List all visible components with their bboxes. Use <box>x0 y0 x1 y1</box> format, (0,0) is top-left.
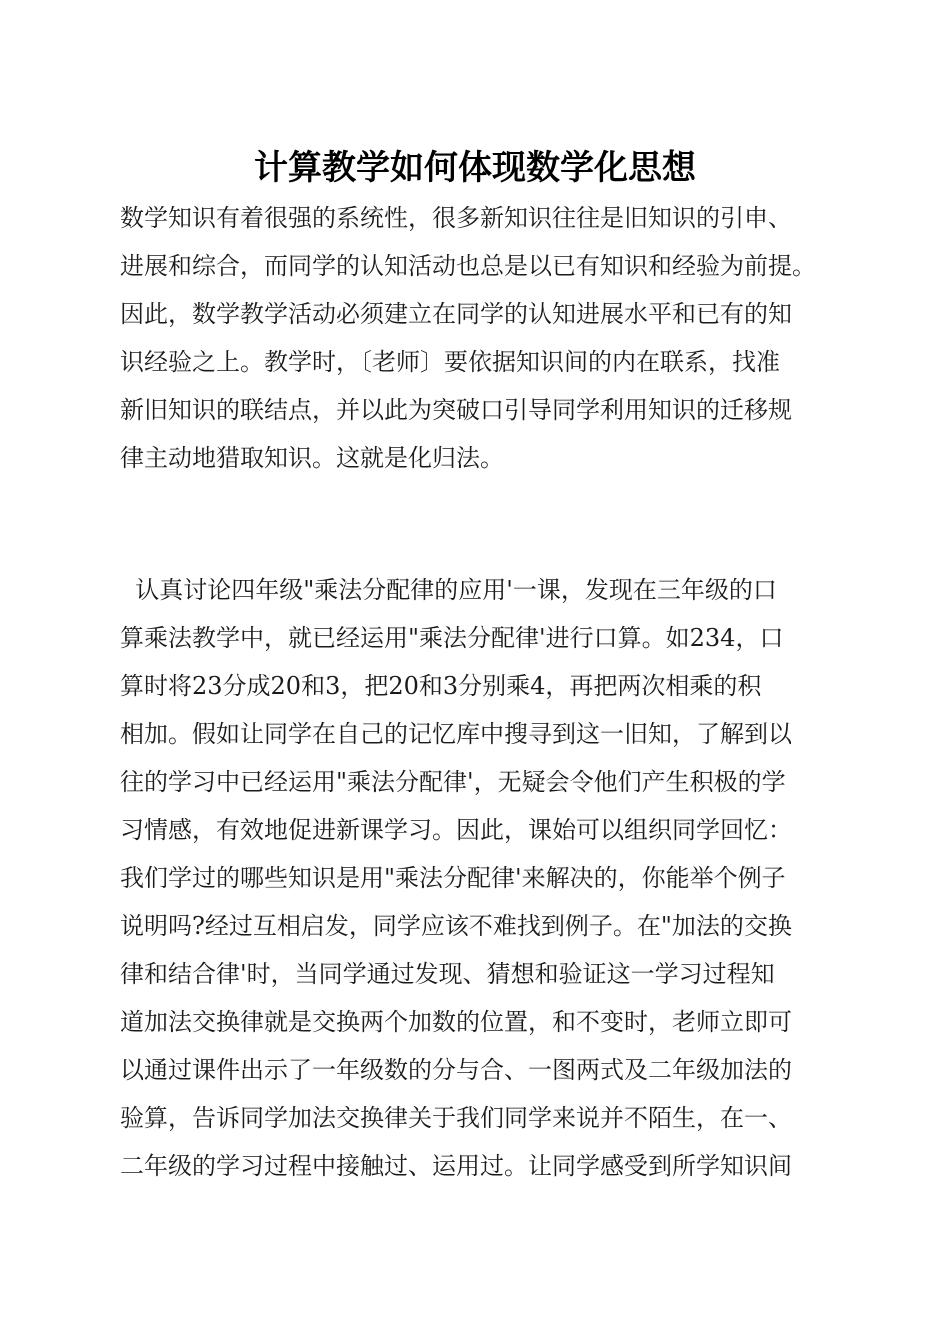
paragraph-line: 因此，数学教学活动必须建立在同学的认知进展水平和已有的知 <box>120 300 792 328</box>
paragraph-line: 算乘法教学中，就已经运用"乘法分配律'进行口算。如234，口 <box>120 624 784 652</box>
paragraph-line: 认真讨论四年级"乘法分配律的应用'一课，发现在三年级的口 <box>120 576 777 604</box>
paragraph-line: 习情感，有效地促进新课学习。因此，课始可以组织同学回忆： <box>120 816 792 844</box>
document-title: 计算教学如何体现数学化思想 <box>254 148 696 188</box>
paragraph-line: 律和结合律'时，当同学通过发现、猜想和验证这一学习过程知 <box>120 960 775 988</box>
paragraph-line: 二年级的学习过程中接触过、运用过。让同学感受到所学知识间 <box>120 1152 792 1180</box>
paragraph-line: 以通过课件出示了一年级数的分与合、一图两式及二年级加法的 <box>120 1056 792 1084</box>
paragraph-line: 说明吗?经过互相启发，同学应该不难找到例子。在"加法的交换 <box>120 912 792 940</box>
paragraph-line: 验算，告诉同学加法交换律关于我们同学来说并不陌生，在一、 <box>120 1104 792 1132</box>
paragraph-2 <box>120 566 840 1190</box>
paragraph-line: 进展和综合，而同学的认知活动也总是以已有知识和经验为前提。 <box>120 252 816 280</box>
paragraph-line: 数学知识有着很强的系统性，很多新知识往往是旧知识的引申、 <box>120 204 792 232</box>
paragraph-line: 算时将23分成20和3，把20和3分别乘4，再把两次相乘的积 <box>120 672 762 700</box>
paragraph-line: 新旧知识的联结点，并以此为突破口引导同学利用知识的迁移规 <box>120 396 792 424</box>
paragraph-line: 律主动地猎取知识。这就是化归法。 <box>120 444 504 472</box>
paragraph-1 <box>120 194 840 482</box>
paragraph-line: 识经验之上。教学时，〔老师〕要依据知识间的内在联系，找准 <box>120 348 780 376</box>
paragraph-line: 往的学习中已经运用"乘法分配律'，无疑会令他们产生积极的学 <box>120 768 786 796</box>
paragraph-line: 我们学过的哪些知识是用"乘法分配律'来解决的，你能举个例子 <box>120 864 786 892</box>
paragraph-line: 相加。假如让同学在自己的记忆库中搜寻到这一旧知，了解到以 <box>120 720 792 748</box>
paragraph-line: 道加法交换律就是交换两个加数的位置，和不变时，老师立即可 <box>120 1008 792 1036</box>
